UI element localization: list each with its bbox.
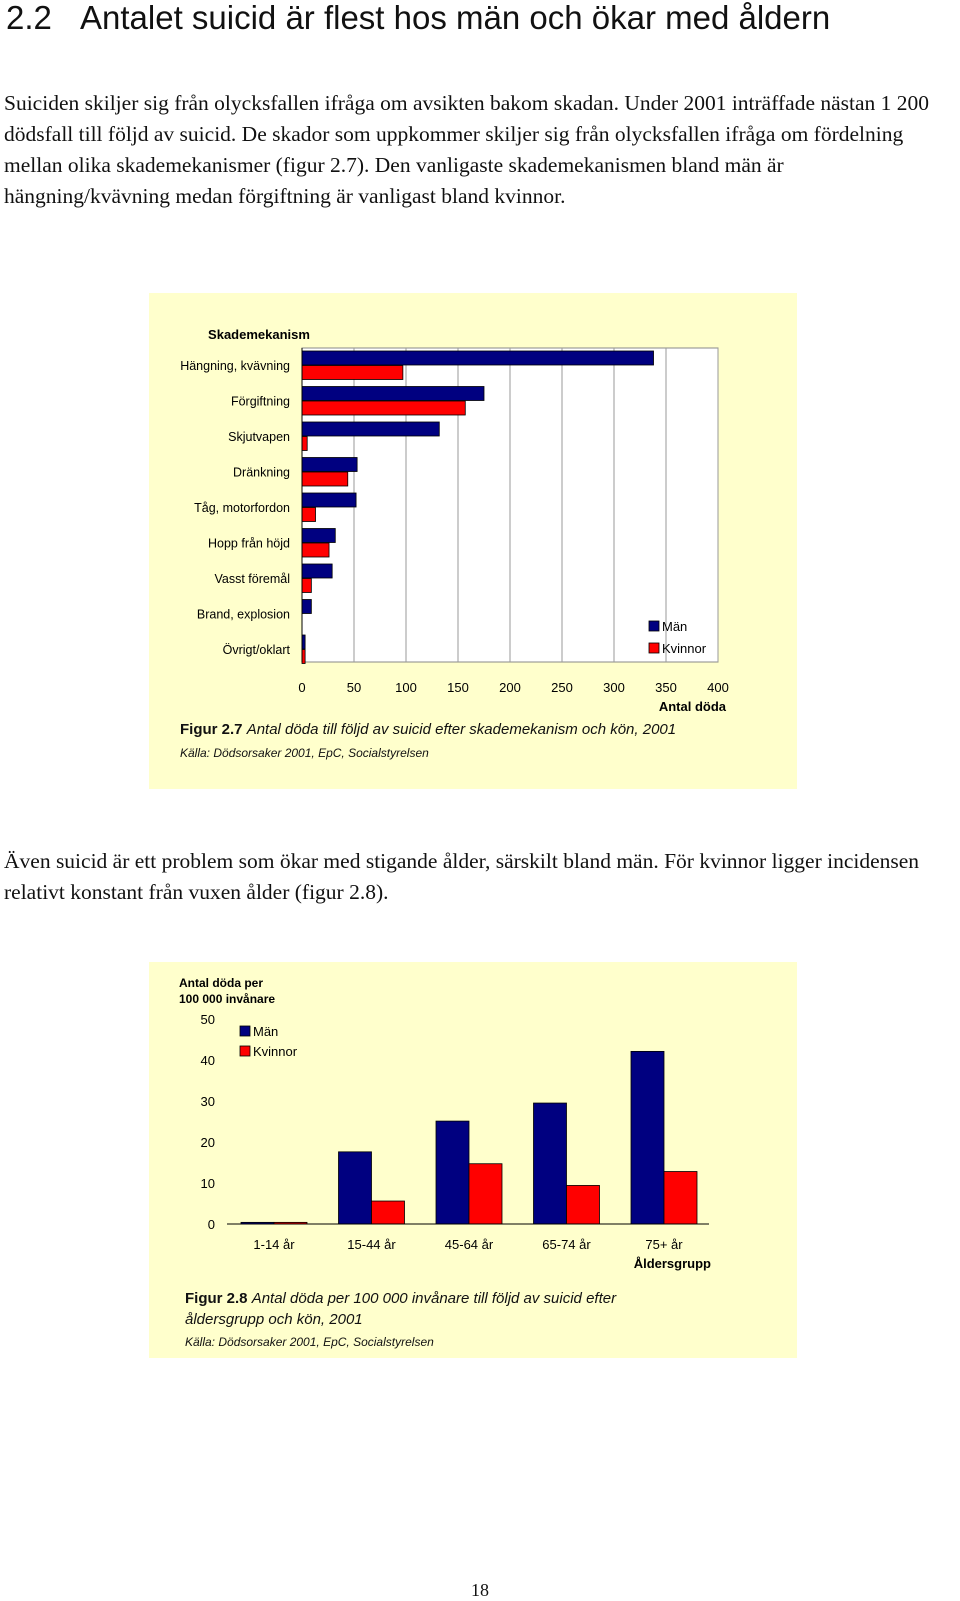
bar-men bbox=[302, 600, 311, 614]
figure-label: Figur 2.7 bbox=[180, 721, 243, 738]
page-number: 18 bbox=[471, 1580, 489, 1600]
category-label: 15-44 år bbox=[347, 1237, 396, 1252]
legend-label-men: Män bbox=[253, 1024, 279, 1039]
section-title: Antalet suicid är flest hos män och ökar med åldern bbox=[80, 0, 831, 36]
bar-women bbox=[302, 366, 403, 380]
legend-swatch-men bbox=[240, 1026, 250, 1036]
section-heading bbox=[6, 0, 946, 40]
x-tick-label: 50 bbox=[346, 680, 362, 695]
legend-label-women: Kvinnor bbox=[662, 641, 707, 656]
legend-swatch-women bbox=[649, 643, 659, 653]
y-axis-title-line1: Antal döda per bbox=[179, 976, 264, 990]
legend-label-women: Kvinnor bbox=[253, 1044, 298, 1059]
bar-women bbox=[372, 1201, 405, 1224]
x-tick-label: 0 bbox=[298, 680, 306, 695]
bar-men bbox=[436, 1121, 469, 1224]
legend bbox=[240, 1024, 298, 1059]
category-label: Hängning, kvävning bbox=[180, 359, 290, 373]
bar-women bbox=[302, 508, 316, 522]
mechanism-bar-chart bbox=[149, 293, 797, 789]
legend-swatch-men bbox=[649, 621, 659, 631]
x-tick-label: 300 bbox=[603, 680, 625, 695]
category-axis-title: Skademekanism bbox=[208, 327, 310, 342]
category-label: Vasst föremål bbox=[214, 572, 290, 586]
legend-swatch-women bbox=[240, 1046, 250, 1056]
y-tick-label: 0 bbox=[207, 1217, 215, 1232]
bar-men bbox=[339, 1152, 372, 1224]
figure-caption-text: Antal döda till följd av suicid efter skademekanism och kön, 2001 bbox=[246, 721, 677, 738]
x-tick-label: 350 bbox=[655, 680, 677, 695]
y-tick-label: 30 bbox=[200, 1094, 215, 1109]
bar-women bbox=[567, 1185, 600, 1224]
y-tick-label: 10 bbox=[200, 1176, 215, 1191]
bar-men bbox=[302, 529, 335, 543]
category-label: 1-14 år bbox=[253, 1237, 295, 1252]
y-tick-label: 50 bbox=[200, 1012, 215, 1027]
legend-label-men: Män bbox=[662, 619, 688, 634]
y-tick-label: 20 bbox=[200, 1135, 215, 1150]
body-paragraph-1: Suiciden skiljer sig från olycksfallen ifråga om avsikten bakom skadan. Under 2001 inträffade nästan 1 200 dödsfall till följd av suicid. De skador som uppkommer skiljer sig från olycksfallen ifråga om fördelning mellan olika skademekanismer (figur 2.7). Den vanligaste skademekanismen bland män är hängning/kvävning medan förgiftning är vanligast bland kvinnor. bbox=[4, 91, 930, 208]
figure-2-8-panel bbox=[149, 962, 797, 1358]
bar-men bbox=[302, 493, 356, 507]
category-label: Övrigt/oklart bbox=[222, 643, 290, 657]
category-label: Tåg, motorfordon bbox=[194, 501, 290, 515]
figure-2-8-caption bbox=[185, 1288, 685, 1330]
section-number: 2.2 bbox=[6, 0, 52, 36]
bar-women bbox=[302, 401, 465, 415]
bar-men bbox=[534, 1103, 567, 1224]
figure-label: Figur 2.8 bbox=[185, 1290, 248, 1307]
x-axis-title: Åldersgrupp bbox=[633, 1256, 711, 1271]
bar-men bbox=[302, 458, 357, 472]
figure-2-8-source: Källa: Dödsorsaker 2001, EpC, Socialstyrelsen bbox=[185, 1335, 434, 1349]
x-tick-label: 250 bbox=[551, 680, 573, 695]
x-tick-label: 200 bbox=[499, 680, 521, 695]
figure-2-7-caption bbox=[180, 721, 676, 738]
body-paragraph-2: Även suicid är ett problem som ökar med stigande ålder, särskilt bland män. För kvinnor ligger incidensen relativt konstant från vuxen ålder (figur 2.8). bbox=[4, 849, 920, 904]
category-label: Skjutvapen bbox=[228, 430, 290, 444]
bar-women bbox=[302, 579, 311, 593]
x-tick-label: 150 bbox=[447, 680, 469, 695]
y-tick-label: 40 bbox=[200, 1053, 215, 1068]
bar-men bbox=[631, 1051, 664, 1224]
figure-caption-text: Antal döda per 100 000 invånare till följd av suicid efter åldersgrupp och kön, 2001 bbox=[185, 1290, 617, 1328]
category-label: Brand, explosion bbox=[196, 607, 290, 622]
bar-men bbox=[302, 387, 484, 401]
bar-men bbox=[302, 351, 654, 365]
bar-women bbox=[469, 1164, 502, 1224]
bar-women bbox=[302, 437, 307, 451]
category-label: Dränkning bbox=[233, 465, 290, 480]
bar-women bbox=[664, 1172, 697, 1224]
x-axis-title: Antal döda bbox=[658, 699, 726, 714]
figure-2-7-source: Källa: Dödsorsaker 2001, EpC, Socialstyrelsen bbox=[180, 746, 429, 760]
bar-women bbox=[302, 543, 329, 557]
category-label: 75+ år bbox=[645, 1237, 683, 1252]
bar-women bbox=[302, 472, 348, 486]
category-label: 45-64 år bbox=[444, 1237, 494, 1252]
bar-men bbox=[302, 564, 332, 578]
y-axis-title-line2: 100 000 invånare bbox=[179, 992, 276, 1006]
category-label: 65-74 år bbox=[542, 1237, 591, 1252]
figure-2-7-panel bbox=[149, 293, 797, 789]
bar-men bbox=[302, 422, 439, 436]
x-tick-label: 400 bbox=[707, 680, 729, 695]
x-tick-label: 100 bbox=[395, 680, 417, 695]
category-label: Hopp från höjd bbox=[207, 536, 290, 551]
category-label: Förgiftning bbox=[230, 394, 290, 409]
